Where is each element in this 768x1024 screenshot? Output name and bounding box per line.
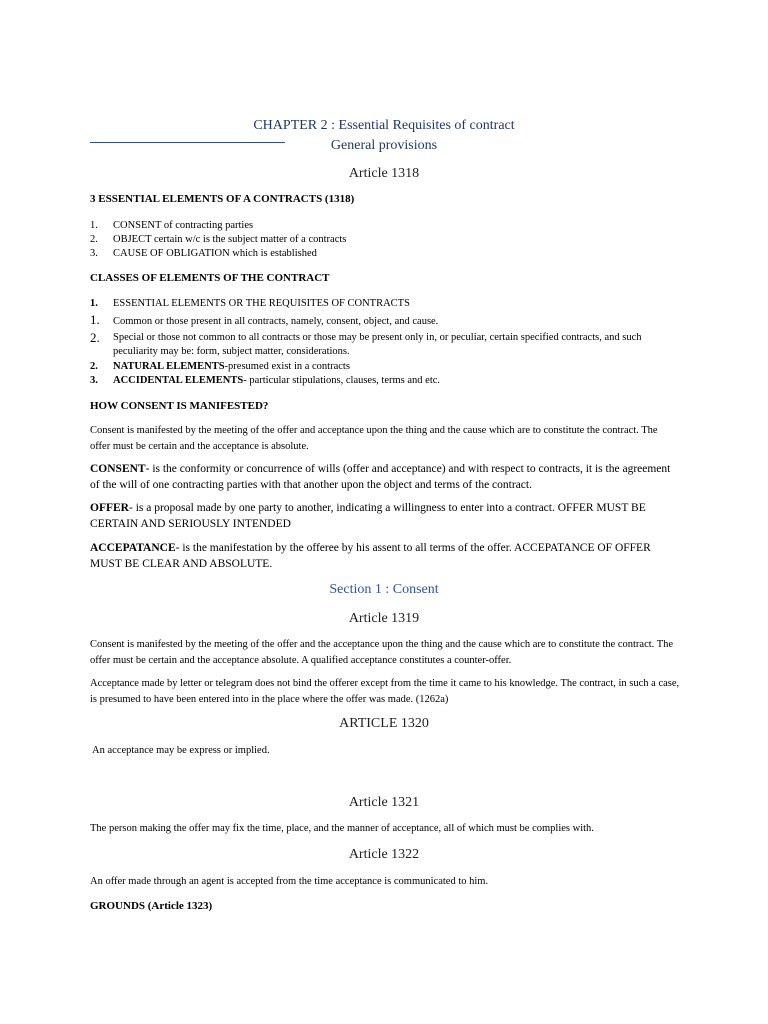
chapter-title: CHAPTER 2 : Essential Requisites of contract: [253, 118, 515, 133]
definition-consent: CONSENT- is the conformity or concurrence of wills (offer and acceptance) and with respect to contracts, it is the agreement of the will of one contracting parties with that another upon the object and terms of the contract.: [90, 463, 671, 491]
article-1320-paragraph: An acceptance may be express or implied.: [90, 745, 270, 756]
list-item: 1. CONSENT of contracting parties: [90, 220, 254, 231]
definition-acceptance: ACCEPATANCE- is the manifestation by the offeree by his assent to all terms of the offer. ACCEPATANCE OF OFFER MUST BE CLEAR AND ABSOLUTE.: [90, 542, 651, 570]
list-item: 2. OBJECT certain w/c is the subject matter of a contracts: [90, 234, 347, 245]
article-1318-heading: Article 1318: [348, 166, 420, 181]
article-1321-paragraph: The person making the offer may fix the time, place, and the manner of acceptance, all of which must be complies with.: [90, 823, 594, 834]
article-1319-heading: Article 1319: [348, 611, 420, 626]
list-item: 1. ESSENTIAL ELEMENTS OR THE REQUISITES OF CONTRACTS: [90, 298, 410, 309]
article-1319-paragraph: Consent is manifested by the meeting of the offer and the acceptance upon the thing and the cause which are to constitute the contract. The offer must be certain and the acceptance absolute. A qualified acceptance constitutes a counter-offer.: [90, 639, 674, 666]
article-1319-paragraph: Acceptance made by letter or telegram does not bind the offerer except from the time it came to his knowledge. The contract, in such a case, is presumed to have been entered into in the place where the offer was made. (1262a): [90, 678, 680, 705]
article-1321-heading: Article 1321: [348, 795, 420, 810]
article-1320-heading: ARTICLE 1320: [339, 716, 429, 731]
consent-heading: HOW CONSENT IS MANIFESTED?: [90, 400, 269, 412]
definition-offer: OFFER- is a proposal made by one party to another, indicating a willingness to enter into a contract. OFFER MUST BE CERTAIN AND SERIOUSLY INTENDED: [90, 502, 646, 530]
grounds-heading: GROUNDS (Article 1323): [90, 900, 213, 912]
classes-heading: CLASSES OF ELEMENTS OF THE CONTRACT: [90, 272, 330, 284]
section-1-heading: Section 1 : Consent: [329, 582, 439, 597]
consent-paragraph: Consent is manifested by the meeting of the offer and acceptance upon the thing and the cause which are to constitute the contract. The offer must be certain and the acceptance is absolute.: [90, 425, 658, 452]
list-item: 3. ACCIDENTAL ELEMENTS- particular stipulations, clauses, terms and etc.: [90, 375, 441, 386]
list-item: 2. Special or those not common to all contracts or those may be present only in, or peculiar, certain specified contracts, and such peculiarity may be: form, subject matter, considerations.: [90, 330, 642, 357]
list-item: 3. CAUSE OF OBLIGATION which is established: [90, 248, 317, 259]
article-1322-paragraph: An offer made through an agent is accepted from the time acceptance is communicated to him.: [90, 876, 489, 887]
article-1322-heading: Article 1322: [348, 847, 420, 862]
list-item: 1. Common or those present in all contracts, namely, consent, object, and cause.: [90, 312, 439, 327]
elements-heading: 3 ESSENTIAL ELEMENTS OF A CONTRACTS (1318): [90, 193, 355, 205]
chapter-subtitle: General provisions: [330, 138, 438, 153]
list-item: 2. NATURAL ELEMENTS-presumed exist in a contracts: [90, 361, 350, 372]
